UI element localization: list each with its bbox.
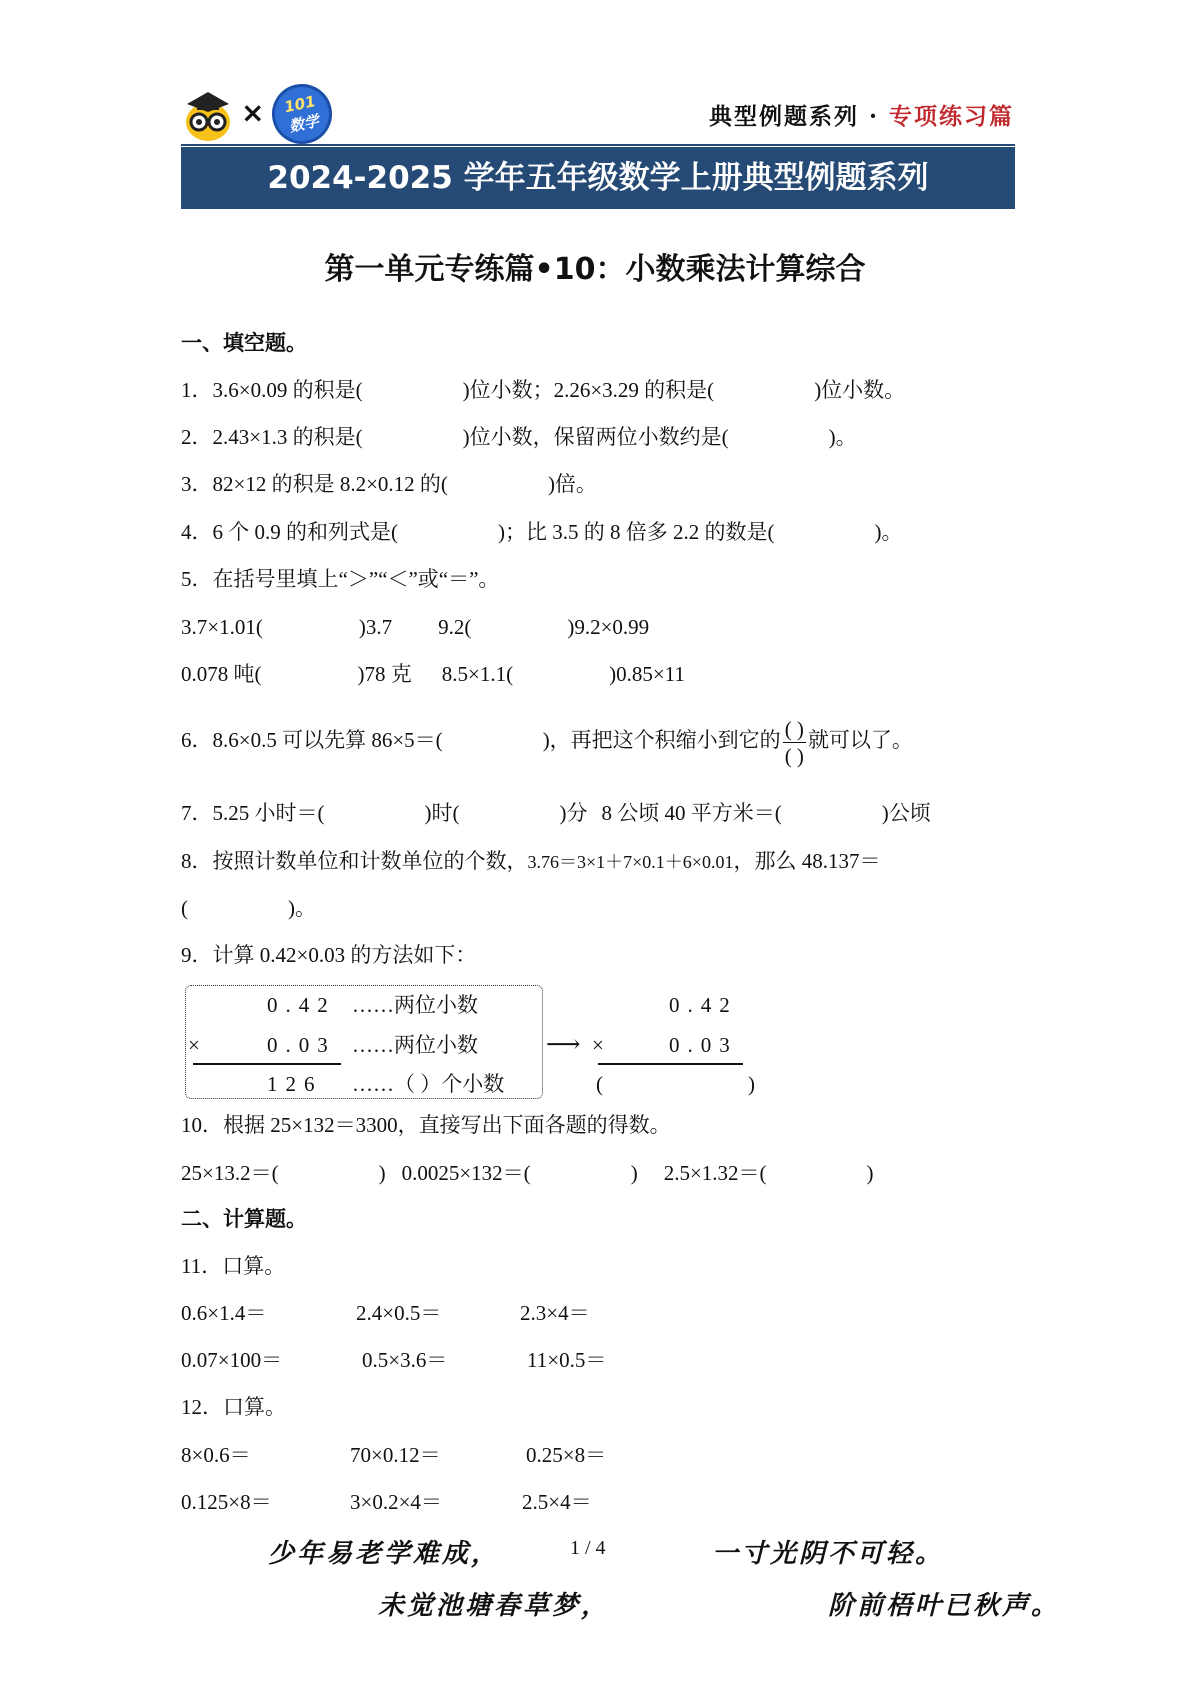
q12-item: 0.125×8＝ (181, 1490, 272, 1514)
calc-left-times: × (188, 1033, 208, 1057)
question-3: 3．82×12 的积是 8.2×0.12 的( )倍。 (181, 472, 597, 496)
series-header (709, 98, 1014, 131)
q11-item: 2.3×4＝ (520, 1301, 590, 1325)
question-7: 7．5.25 小时＝( )时( )分 8 公顷 40 平方米＝( )公顷 (181, 801, 931, 825)
banner-rule (181, 144, 1015, 146)
section-calculation: 二、计算题。 (181, 1207, 307, 1231)
question-11: 11．口算。 (181, 1254, 286, 1278)
calc-right-multiplicand: 0.42 (669, 993, 738, 1017)
footer-poem-line-1: 少年易老学难成， (268, 1539, 501, 1569)
calc-right-multiplier: 0.03 (669, 1033, 738, 1057)
footer-poem-line-2: 一寸光阴不可轻。 (712, 1539, 945, 1569)
q12-item: 8×0.6＝ (181, 1443, 251, 1467)
badge-bottom-text: 数学 (287, 111, 321, 136)
fraction-blank: $\frac{( )}{( )}$ (784, 716, 804, 768)
arrow-icon: ⟶ (546, 1032, 581, 1058)
calc-right-open-paren: ( (596, 1072, 603, 1096)
calc-left-multiplier: 0.03 (267, 1033, 336, 1057)
question-8-blank: ( )。 (181, 896, 316, 920)
question-5-row-1: 3.7×1.01( )3.7 9.2( )9.2×0.99 (181, 615, 650, 639)
section-fill-blank: 一、填空题。 (181, 331, 307, 355)
calc-right-times: × (592, 1033, 612, 1057)
calc-left-note-1: ……两位小数 (352, 993, 478, 1017)
question-2: 2．2.43×1.3 的积是( )位小数，保留两位小数约是( )。 (181, 425, 857, 449)
calc-left-note-2: ……两位小数 (352, 1033, 478, 1057)
question-5-row-2: 0.078 吨( )78 克 8.5×1.1( )0.85×11 (181, 662, 685, 686)
question-1: 1．3.6×0.09 的积是( )位小数；2.26×3.29 的积是( )位小数。 (181, 378, 906, 402)
logo-times-symbol: × (241, 96, 265, 129)
q11-item: 0.6×1.4＝ (181, 1301, 267, 1325)
q12-item: 3×0.2×4＝ (350, 1490, 442, 1514)
q12-item: 0.25×8＝ (526, 1443, 607, 1467)
question-10: 10．根据 25×132＝3300，直接写出下面各题的得数。 (181, 1113, 671, 1137)
page-subtitle: 第一单元专练篇•10：小数乘法计算综合 (324, 252, 866, 287)
q12-item: 70×0.12＝ (350, 1443, 441, 1467)
footer-poem-line-4: 阶前梧叶已秋声。 (828, 1591, 1061, 1621)
calc-left-rule (193, 1063, 341, 1065)
page-number: 1 / 4 (570, 1537, 606, 1559)
banner-title: 2024-2025 学年五年级数学上册典型例题系列 (181, 147, 1015, 209)
question-4: 4．6 个 0.9 的和列式是( )；比 3.5 的 8 倍多 2.2 的数是( )。 (181, 520, 903, 544)
series-dot: · (868, 103, 879, 130)
calc-left-multiplicand: 0.42 (267, 993, 336, 1017)
question-5: 5．在括号里填上“＞”“＜”或“＝”。 (181, 567, 500, 591)
badge-top-text: 101 (282, 92, 318, 117)
q11-item: 2.4×0.5＝ (356, 1301, 442, 1325)
q11-item: 0.07×100＝ (181, 1348, 283, 1372)
calc-left-product: 126 (267, 1072, 323, 1096)
calc-right-rule (598, 1063, 743, 1065)
question-6: 6．8.6×0.5 可以先算 86×5＝( )，再把这个积缩小到它的 $\frac{( )}{( )}$ 就可以了。 (181, 716, 913, 768)
q12-item: 2.5×4＝ (522, 1490, 592, 1514)
question-8: 8．按照计数单位和计数单位的个数，3.76＝3×1＋7×0.1＋6×0.01，那么 48.137＝ (181, 849, 881, 873)
question-12: 12．口算。 (181, 1395, 286, 1419)
math-101-badge (266, 78, 337, 149)
calc-left-note-3: ……（ ）个小数 (352, 1072, 505, 1096)
place-value-formula: 3.76＝3×1＋7×0.1＋6×0.01 (527, 852, 734, 872)
series-label: 典型例题系列 (708, 103, 859, 130)
q11-item: 11×0.5＝ (527, 1348, 607, 1372)
calc-right-close-paren: ) (748, 1072, 755, 1096)
practice-label: 专项练习篇 (889, 103, 1014, 130)
question-9: 9．计算 0.42×0.03 的方法如下： (181, 943, 477, 967)
q11-item: 0.5×3.6＝ (362, 1348, 448, 1372)
footer-poem-line-3: 未觉池塘春草梦， (378, 1591, 611, 1621)
question-10-row: 25×13.2＝( ) 0.0025×132＝( ) 2.5×1.32＝( ) (181, 1161, 874, 1185)
mascot-logo (183, 86, 233, 142)
